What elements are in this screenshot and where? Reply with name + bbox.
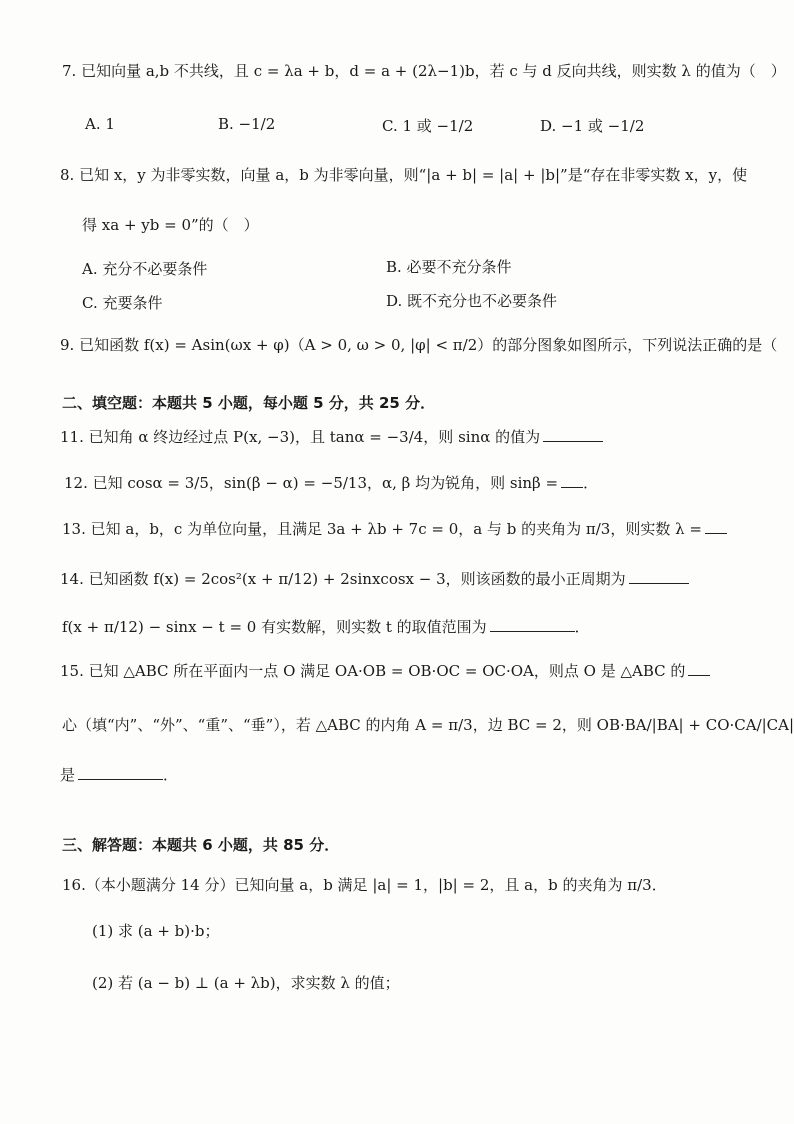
section-2-heading: 二、填空题：本题共 5 小题，每小题 5 分，共 25 分．	[62, 394, 436, 412]
q8-option-b: B. 必要不充分条件	[386, 258, 512, 276]
q14-stem	[60, 570, 689, 588]
q15-text: 15. 已知 △ABC 所在平面内一点 O 满足 OA·OB = OB·OC = OC·OA，则点 O 是 △ABC 的	[60, 662, 686, 680]
q14-text: 14. 已知函数 f(x) = 2cos²(x + π/12) + 2sinxcosx − 3，则该函数的最小正周期为	[60, 570, 626, 588]
q12-answer-blank[interactable]	[561, 486, 583, 488]
section-3-heading: 三、解答题：本题共 6 小题，共 85 分．	[62, 836, 340, 854]
q12-tail: ．	[583, 474, 599, 492]
q12-text: 12. 已知 cosα = 3/5，sin(β − α) = −5/13，α, β 均为锐角，则 sinβ =	[64, 474, 559, 492]
q14-stem-continued	[62, 618, 590, 636]
q15-value-blank[interactable]	[78, 778, 163, 780]
q11-text: 11. 已知角 α 终边经过点 P(x, −3)，且 tanα = −3/4，则 sinα 的值为	[60, 428, 541, 446]
q7-option-b: B. −1/2	[218, 115, 276, 133]
q8-option-d: D. 既不充分也不必要条件	[386, 292, 558, 310]
q16-stem: 16.（本小题满分 14 分）已知向量 a，b 满足 |a| = 1，|b| = 2，且 a，b 的夹角为 π/3．	[62, 876, 667, 894]
q15-tail: ．	[163, 766, 179, 784]
q11-stem	[60, 428, 603, 446]
q14-text-2: f(x + π/12) − sinx − t = 0 有实数解，则实数 t 的取值范围为	[62, 618, 487, 636]
q8-option-a: A. 充分不必要条件	[82, 260, 208, 278]
q7-option-c: C. 1 或 −1/2	[382, 117, 474, 135]
q9-stem: 9. 已知函数 f(x) = Asin(ωx + φ)（A > 0, ω > 0, |φ| < π/2）的部分图象如图所示，下列说法正确的是（	[60, 336, 778, 354]
q12-stem	[64, 474, 598, 492]
q13-stem	[62, 520, 727, 538]
q8-option-c: C. 充要条件	[82, 294, 163, 312]
q8-stem: 8. 已知 x，y 为非零实数，向量 a，b 为非零向量，则“|a + b| = |a| + |b|”是“存在非零实数 x，y，使	[60, 166, 748, 184]
q14-range-blank[interactable]	[490, 630, 575, 632]
q15-text-3: 是	[60, 766, 76, 784]
q15-stem-3	[60, 766, 178, 784]
q15-stem-continued: 心（填“内”、“外”、“重”、“垂”），若 △ABC 的内角 A = π/3，边 BC = 2，则 OB·BA/|BA| + CO·CA/|CA|	[62, 716, 794, 734]
q14-tail: ．	[574, 618, 590, 636]
q7-option-d: D. −1 或 −1/2	[540, 117, 645, 135]
q7-option-a: A. 1	[85, 115, 115, 133]
q13-text: 13. 已知 a，b，c 为单位向量，且满足 3a + λb + 7c = 0，a 与 b 的夹角为 π/3，则实数 λ =	[62, 520, 702, 538]
q13-answer-blank[interactable]	[705, 532, 727, 534]
q15-center-blank[interactable]	[688, 674, 710, 676]
q7-stem: 7. 已知向量 a,b 不共线，且 c = λa + b，d = a + (2λ−1)b，若 c 与 d 反向共线，则实数 λ 的值为（ ）	[62, 62, 786, 80]
q16-part-2: (2) 若 (a − b) ⊥ (a + λb)，求实数 λ 的值；	[92, 974, 400, 992]
q15-stem	[60, 662, 710, 680]
q8-stem-continued: 得 xa + yb = 0”的（ ）	[82, 216, 259, 234]
q16-part-1: (1) 求 (a + b)·b；	[92, 922, 220, 940]
q14-period-blank[interactable]	[629, 582, 689, 584]
q11-answer-blank[interactable]	[543, 440, 603, 442]
